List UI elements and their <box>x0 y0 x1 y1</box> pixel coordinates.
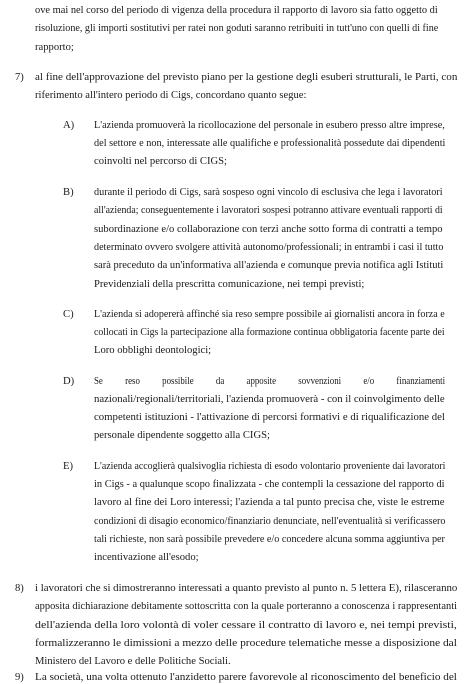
item-number: 7) <box>15 72 24 83</box>
subitem-letter: A) <box>63 120 75 131</box>
subitem-letter: B) <box>63 187 74 198</box>
text-line: competenti istituzioni - l'attivazione di percorsi formativi e di riqualificazione del <box>94 412 445 423</box>
text-line: riferimento all'intero periodo di Cigs, concordano quanto segue: <box>35 90 307 101</box>
text-line: al fine dell'approvazione del previsto piano per la gestione degli esuberi strutturali, le Parti, con <box>35 72 458 83</box>
text-line: collocati in Cigs la partecipazione alla formazione continua obbligatoria facente parte dei <box>94 327 445 338</box>
subitem-letter: C) <box>63 309 74 320</box>
text-line: durante il periodo di Cigs, sarà sospeso ogni vincolo di esclusiva che lega i lavoratori <box>94 187 443 198</box>
text-line: Loro obblighi deontologici; <box>94 345 212 356</box>
text-line: in Cigs - a qualunque scopo finalizzata - che contempli la cessazione del rapporto di <box>94 479 445 490</box>
text-line: tali richieste, non sarà possibile prevedere e/o concedere alcuna somma aggiuntiva per <box>94 534 445 545</box>
text-line: Previdenziali della prescritta comunicazione, nei tempi previsti; <box>94 279 365 290</box>
text-line: apposita dichiarazione debitamente sottoscritta con la quale porteranno a conoscenza i rappresentanti <box>35 601 458 612</box>
subitem-letter: E) <box>63 461 73 472</box>
text-line: personale dipendente soggetto alla CIGS; <box>94 430 270 441</box>
text-line: lavoro al fine dei Loro interessi; l'azienda a tal punto precisa che, viste le estreme <box>94 497 445 508</box>
text-line: nazionali/regionali/territoriali, l'azienda promuoverà - con il coinvolgimento delle <box>94 394 445 405</box>
text-line: Se reso possibile da apposite sovvenzioni e/o finanziamenti <box>94 376 446 387</box>
text-line: coinvolti nel percorso di CIGS; <box>94 156 227 167</box>
text-line: formalizzeranno le dimissioni a mezzo delle procedure telematiche messe a disposizione dal <box>35 638 457 649</box>
text-line: Ministero del Lavoro e delle Politiche Sociali. <box>35 656 231 667</box>
text-line: dell'azienda della loro volontà di voler cessare il contratto di lavoro e, nei tempi previsti, <box>35 620 457 631</box>
text-line: L'azienda accoglierà qualsivoglia richiesta di esodo volontario proveniente dai lavoratori <box>94 461 446 472</box>
item-number: 9) <box>15 672 24 683</box>
text-line: determinato ovvero svolgere attività autonomo/professionali; in entrambi i casi il tutto <box>94 242 444 253</box>
text-line: subordinazione e/o collaborazione con terzi anche sotto forma di contratti a tempo <box>94 224 443 235</box>
subitem-letter: D) <box>63 376 75 387</box>
text-line: sarà preceduto da un'informativa all'azienda e comunque previa notifica agli Istituti <box>94 260 444 271</box>
text-line: incentivazione all'esodo; <box>94 552 199 563</box>
text-line: ove mai nel corso del periodo di vigenza della procedura il rapporto di lavoro sia fatto oggetto di <box>35 5 438 16</box>
text-line: rapporto; <box>35 42 74 53</box>
text-line: L'azienda si adopererà affinché sia reso sempre possibile ai giornalisti ancora in forza e <box>94 309 445 320</box>
text-line: L'azienda promuoverà la ricollocazione del personale in esubero presso altre imprese, <box>94 120 445 131</box>
text-line: all'azienda; conseguentemente i lavoratori sospesi potranno attivare eventuali rapporti di <box>94 205 443 216</box>
text-line: La società, una volta ottenuto l'anzidetto parere favorevole al riconoscimento del beneficio del <box>35 672 457 683</box>
text-line: condizioni di disagio economico/finanziario denunciate, nell'eventualità si verificassero <box>94 516 446 527</box>
text-line: risoluzione, gli importi sostitutivi per ratei non goduti saranno retribuiti in tutt'uno con quelli di fine <box>35 23 439 34</box>
text-line: del settore e non, interessate alle qualifiche e professionalità possedute dai dipendenti <box>94 138 446 149</box>
text-line: i lavoratori che si dimostreranno interessati a quanto previsto al punto n. 5 lettera E), rilasceranno <box>35 583 458 594</box>
item-number: 8) <box>15 583 24 594</box>
